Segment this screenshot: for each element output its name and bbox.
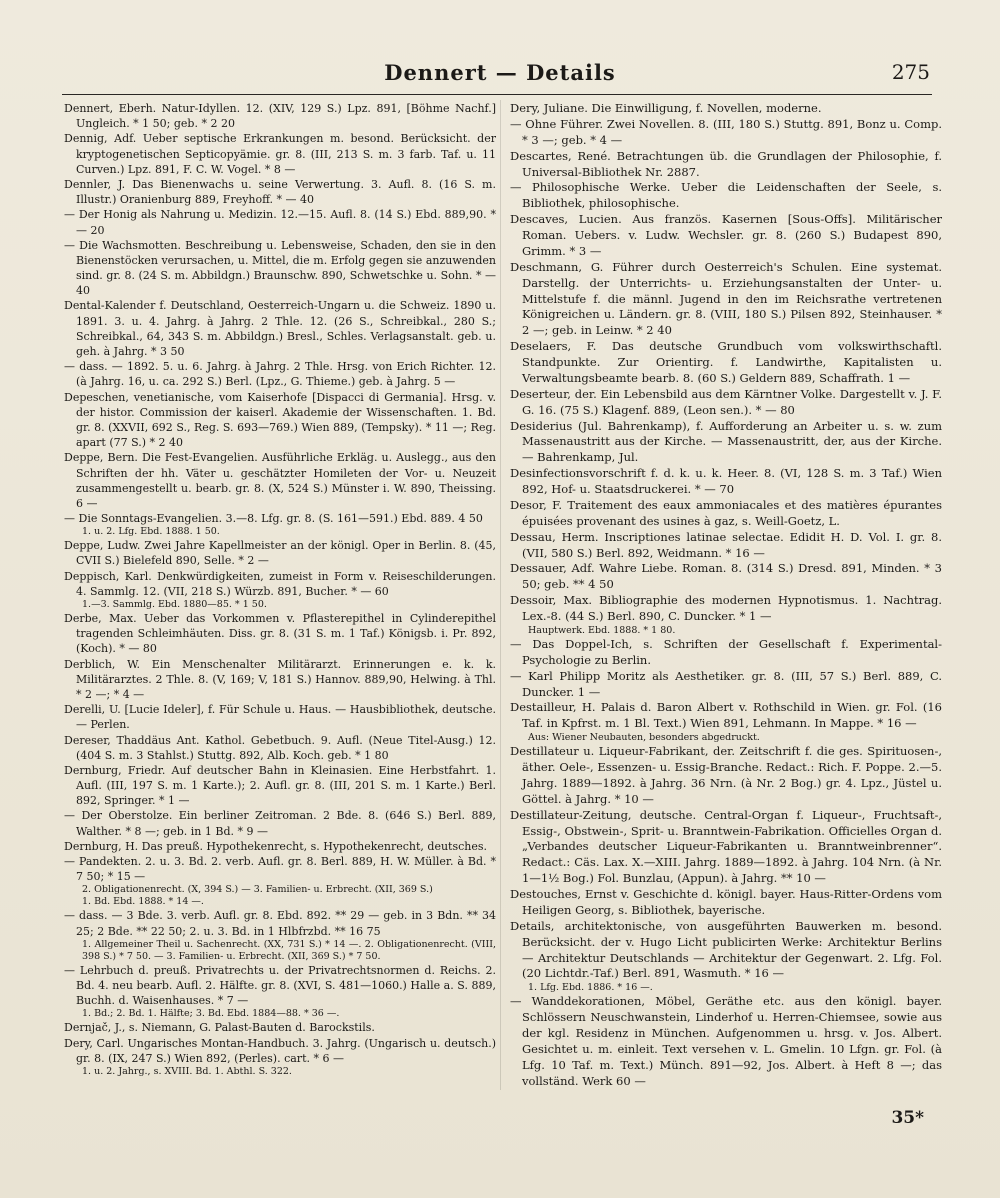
- entry-note: 1. Bd. Ebd. 1888. * 14 —.: [82, 896, 204, 908]
- catalog-entry: Depeschen, venetianische, vom Kaiserhofe [Dispacci di Germania]. Hrsg. v. der histor. Commission der kaiserl. Akademie der Wissenschaften. 1. Bd. gr. 8. (XXVII, 692 S., Reg. S. 693—769.) Wien 889, (Tempsky). * 11 —; Reg. apart (77 S.) * 2 40: [64, 390, 496, 450]
- catalog-entry: Descartes, René. Betrachtungen üb. die Grundlagen der Philosophie, f. Universal-Bibliothek Nr. 2887.: [510, 148, 942, 179]
- catalog-entry: Destillateur u. Liqueur-Fabrikant, der. Zeitschrift f. die ges. Spirituosen-, äther. Oele-, Essenzen- u. Essig-Branche. Redact.: Rich. F. Poppe. 2.—5. Jahrg. 1889—1892. à Jahrg. 36 Nrn. (à Nr. 2 Bog.) gr. 4. Lpz., Jüstel u. Göttel. à Jahrg. * 10 —: [510, 744, 942, 806]
- catalog-entry: — Der Oberstolze. Ein berliner Zeitroman. 2 Bde. 8. (646 S.) Berl. 889, Walther. * 8 —; geb. in 1 Bd. * 9 —: [64, 809, 496, 838]
- entry-note: 1. u. 2. Lfg. Ebd. 1888. 1 50.: [82, 526, 220, 538]
- catalog-entry: Descaves, Lucien. Aus französ. Kasernen [Sous-Offs]. Militärischer Roman. Uebers. v. Ludw. Wechsler. gr. 8. (260 S.) Budapest 890, Grimm. * 3 —: [510, 212, 942, 258]
- catalog-entry: — Lehrbuch d. preuß. Privatrechts u. der Privatrechtsnormen d. Reichs. 2. Bd. 4. neu bearb. Aufl. 2. Hälfte. gr. 8. (XVI, S. 481—1060.) Halle a. S. 889, Buchh. d. Waisenhauses. * 7 —: [64, 963, 496, 1008]
- catalog-entry: Derblich, W. Ein Menschenalter Militärarzt. Erinnerungen e. k. k. Militärarztes. 2 Thle. 8. (V, 169; V, 181 S.) Hannov. 889,90, Helwing. à Thl. * 2 —; * 4 —: [64, 657, 496, 701]
- catalog-entry: — Das Doppel-Ich, s. Schriften der Gesellschaft f. Experimental-Psychologie zu Berlin.: [510, 636, 942, 667]
- catalog-entry: Derbe, Max. Ueber das Vorkommen v. Pflasterepithel in Cylinderepithel tragenden Schleimhäuten. Diss. gr. 8. (31 S. m. 1 Taf.) Königsb. i. Pr. 892, (Koch). * — 80: [64, 612, 496, 656]
- catalog-entry: Destouches, Ernst v. Geschichte d. königl. bayer. Haus-Ritter-Ordens vom Heiligen Georg, s. Bibliothek, bayerische.: [510, 887, 942, 917]
- catalog-entry: Deserteur, der. Ein Lebensbild aus dem Kärntner Volke. Dargestellt v. J. F. G. 16. (75 S.) Klagenf. 889, (Leon sen.). * — 80: [510, 386, 942, 417]
- catalog-entry: — Die Wachsmotten. Beschreibung u. Lebensweise, Schaden, den sie in den Bienenstöcken verursachen, u. Mittel, die m. Erfolg gegen sie anzuwenden sind. gr. 8. (24 S. m. Abbildgn.) Braunschw. 890, Schwetschke u. Sohn. * — 40: [64, 238, 496, 298]
- catalog-entry: — Der Honig als Nahrung u. Medizin. 12.—15. Aufl. 8. (14 S.) Ebd. 889,90. * — 20: [64, 208, 496, 237]
- catalog-entry: Dessauer, Adf. Wahre Liebe. Roman. 8. (314 S.) Dresd. 891, Minden. * 3 50; geb. ** 4 50: [510, 561, 942, 592]
- catalog-entry: — Karl Philipp Moritz als Aesthetiker. gr. 8. (III, 57 S.) Berl. 889, C. Duncker. 1 —: [510, 668, 942, 699]
- entry-note: 1. u. 2. Jahrg., s. XVIII. Bd. 1. Abthl. S. 322.: [82, 1065, 292, 1077]
- catalog-entry: Dessau, Herm. Inscriptiones latinae selectae. Edidit H. D. Vol. I. gr. 8. (VII, 580 S.) Berl. 892, Weidmann. * 16 —: [510, 529, 942, 560]
- catalog-entry: — Ohne Führer. Zwei Novellen. 8. (III, 180 S.) Stuttg. 891, Bonz u. Comp. * 3 —; geb. * 4 —: [510, 116, 942, 147]
- page-header: [0, 60, 1000, 90]
- catalog-entry: — Wanddekorationen, Möbel, Geräthe etc. aus den königl. bayer. Schlössern Neuschwanstein, Linderhof u. Herren-Chiemsee, sowie aus der kgl. Residenz in München. Aufgenommen u. hrsg. v. Jos. Albert. Gesichtet u. m. einleit. Text versehen v. L. Gmelin. 10 Lfgn. gr. Fol. (à Lfg. 10 Taf. m. Text.) Münch. 891—92, Jos. Albert. à Heft 8 —; das vollständ. Werk 60 —: [510, 994, 942, 1088]
- entry-note: 1. Lfg. Ebd. 1886. * 16 —.: [528, 982, 653, 994]
- catalog-entry: Dennert, Eberh. Natur-Idyllen. 12. (XIV, 129 S.) Lpz. 891, [Böhme Nachf.] Ungleich. * 1 50; geb. * 2 20: [64, 102, 496, 131]
- catalog-entry: Dernburg, Friedr. Auf deutscher Bahn in Kleinasien. Eine Herbstfahrt. 1. Aufl. (III, 197 S. m. 1 Karte.); 2. Aufl. gr. 8. (III, 201 S. m. 1 Karte.) Berl. 892, Springer. * 1 —: [64, 763, 496, 808]
- signature-mark: 35*: [891, 1108, 924, 1128]
- catalog-entry: Dernburg, H. Das preuß. Hypothekenrecht, s. Hypothekenrecht, deutsches.: [64, 839, 488, 853]
- catalog-entry: Deselaers, F. Das deutsche Grundbuch vom volkswirthschaftl. Standpunkte. Zur Orientirg. f. Landwirthe, Kapitalisten u. Verwaltungsbeamte bearb. 8. (60 S.) Geldern 889, Schaffrath. 1 —: [510, 339, 942, 385]
- catalog-entry: Desiderius (Jul. Bahrenkamp), f. Aufforderung an Arbeiter u. s. w. zum Massenaustritt aus der Kirche. — Massenaustritt, der, aus der Kirche. — Bahrenkamp, Jul.: [510, 418, 942, 465]
- catalog-entry: Deppe, Bern. Die Fest-Evangelien. Ausführliche Erkläg. u. Auslegg., aus den Schriften der hh. Väter u. geschätzter Homileten der Vor- u. Neuzeit zusammengestellt u. bearb. gr. 8. (X, 524 S.) Münster i. W. 890, Theissing. 6 —: [64, 451, 496, 510]
- catalog-entry: — Philosophische Werke. Ueber die Leidenschaften der Seele, s. Bibliothek, philosophische.: [510, 180, 942, 211]
- right-column: [510, 101, 942, 1090]
- catalog-entry: — Pandekten. 2. u. 3. Bd. 2. verb. Aufl. gr. 8. Berl. 889, H. W. Müller. à Bd. * 7 50; * 15 —: [64, 855, 496, 884]
- entry-note: 1. Allgemeiner Theil u. Sachenrecht. (XX, 731 S.) * 14 —. 2. Obligationenrecht. (VIII, 398 S.) * 7 50. — 3. Familien- u. Erbrecht. (XII, 369 S.) * 7 50.: [82, 938, 496, 962]
- catalog-entry: Deppisch, Karl. Denkwürdigkeiten, zumeist in Form v. Reiseschilderungen. 4. Sammlg. 12. (VII, 218 S.) Würzb. 891, Bucher. * — 60: [64, 569, 496, 598]
- catalog-entry: Details, architektonische, von ausgeführten Bauwerken m. besond. Berücksicht. der v. Hugo Licht publicirten Werke: Architektur Berlins — Architektur Deutschlands — Architektur der Gegenwart. 2. Lfg. Fol. (20 Lichtdr.-Taf.) Berl. 891, Wasmuth. * 16 —: [510, 918, 942, 981]
- entry-note: Aus: Wiener Neubauten, besonders abgedruckt.: [528, 732, 760, 744]
- catalog-entry: Desor, F. Traitement des eaux ammoniacales et des matières épurantes épuisées provenant des usines à gaz, s. Weill-Goetz, L.: [510, 497, 942, 528]
- entry-note: 2. Obligationenrecht. (X, 394 S.) — 3. Familien- u. Erbrecht. (XII, 369 S.): [82, 884, 433, 896]
- entry-note: 1.—3. Sammlg. Ebd. 1880—85. * 1 50.: [82, 599, 267, 610]
- page-number: 275: [891, 60, 930, 84]
- entry-note: 1. Bd.; 2. Bd. 1. Hälfte; 3. Bd. Ebd. 1884—88. * 36 —.: [82, 1008, 340, 1020]
- catalog-entry: Deppe, Ludw. Zwei Jahre Kapellmeister an der königl. Oper in Berlin. 8. (45, CVII S.) Bielefeld 890, Selle. * 2 —: [64, 539, 496, 568]
- catalog-entry: Deschmann, G. Führer durch Oesterreich's Schulen. Eine systemat. Darstellg. der Unterrichts- u. Erziehungsanstalten der Unter- u. Mittelstufe f. die männl. Jugend in den im Reichsrathe vertretenen Königreichen u. Ländern. gr. 8. (VIII, 180 S.) Pilsen 892, Steinhauser. * 2 —; geb. in Leinw. * 2 40: [510, 259, 942, 338]
- entry-note: Hauptwerk. Ebd. 1888. * 1 80.: [528, 624, 676, 636]
- catalog-entry: — Die Sonntags-Evangelien. 3.—8. Lfg. gr. 8. (S. 161—591.) Ebd. 889. 4 50: [64, 512, 483, 526]
- catalog-entry: Dery, Juliane. Die Einwilligung, f. Novellen, moderne.: [510, 101, 822, 115]
- column-divider: [500, 100, 501, 1090]
- catalog-entry: Dennig, Adf. Ueber septische Erkrankungen m. besond. Berücksicht. der kryptogenetischen Septicopyämie. gr. 8. (III, 213 S. m. 3 farb. Taf. u. 11 Curven.) Lpz. 891, F. C. W. Vogel. * 8 —: [64, 132, 496, 176]
- catalog-entry: Dental-Kalender f. Deutschland, Oesterreich-Ungarn u. die Schweiz. 1890 u. 1891. 3. u. 4. Jahrg. à Jahrg. 2 Thle. 12. (26 S., Schreibkal., 280 S.; Schreibkal., 64, 343 S. m. Abbildgn.) Bresl., Schles. Verlagsanstalt. geb. u. geh. à Jahrg. * 3 50: [64, 299, 496, 358]
- catalog-entry: Destailleur, H. Palais d. Baron Albert v. Rothschild in Wien. gr. Fol. (16 Taf. in Kpfrst. m. 1 Bl. Text.) Wien 891, Lehmann. In Mappe. * 16 —: [510, 700, 942, 731]
- running-title: Dennert — Details: [384, 60, 616, 85]
- catalog-entry: Dereser, Thaddäus Ant. Kathol. Gebetbuch. 9. Aufl. (Neue Titel-Ausg.) 12. (404 S. m. 3 Stahlst.) Stuttg. 892, Alb. Koch. geb. * 1 80: [64, 733, 496, 762]
- catalog-entry: — dass. — 3 Bde. 3. verb. Aufl. gr. 8. Ebd. 892. ** 29 — geb. in 3 Bdn. ** 34 25; 2 Bde. ** 22 50; 2. u. 3. Bd. in 1 Hlbfrzbd. ** 16 75: [64, 909, 496, 938]
- catalog-entry: Dennler, J. Das Bienenwachs u. seine Verwertung. 3. Aufl. 8. (16 S. m. Illustr.) Oranienburg 889, Freyhoff. * — 40: [64, 177, 496, 207]
- catalog-entry: Dessoir, Max. Bibliographie des modernen Hypnotismus. 1. Nachtrag. Lex.-8. (44 S.) Berl. 890, C. Duncker. * 1 —: [510, 593, 942, 623]
- catalog-entry: Derelli, U. [Lucie Ideler], f. Für Schule u. Haus. — Hausbibliothek, deutsche. — Perlen.: [64, 703, 496, 732]
- catalog-entry: Destillateur-Zeitung, deutsche. Central-Organ f. Liqueur-, Fruchtsaft-, Essig-, Obstwein-, Sprit- u. Branntwein-Fabrikation. Officielles Organ d. „Verbandes deutscher Liqueur-Fabrikanten u. Branntweinbrenner“. Redact.: Cäs. Lax. X.—XIII. Jahrg. 1889—1892. à Jahrg. 104 Nrn. (à Nr. 1—1½ Bog.) Fol. Bunzlau, (Appun). à Jahrg. ** 10 —: [510, 807, 942, 886]
- catalog-entry: — dass. — 1892. 5. u. 6. Jahrg. à Jahrg. 2 Thle. Hrsg. von Erich Richter. 12. (à Jahrg. 16, u. ca. 292 S.) Berl. (Lpz., G. Thieme.) geb. à Jahrg. 5 —: [64, 360, 496, 389]
- catalog-entry: Desinfectionsvorschrift f. d. k. u. k. Heer. 8. (VI, 128 S. m. 3 Taf.) Wien 892, Hof- u. Staatsdruckerei. * — 70: [510, 466, 942, 496]
- left-column: [64, 101, 496, 1078]
- header-rule: [62, 94, 932, 95]
- catalog-entry: Dery, Carl. Ungarisches Montan-Handbuch. 3. Jahrg. (Ungarisch u. deutsch.) gr. 8. (IX, 247 S.) Wien 892, (Perles). cart. * 6 —: [64, 1036, 496, 1065]
- catalog-entry: Dernjač, J., s. Niemann, G. Palast-Bauten d. Barockstils.: [64, 1021, 375, 1035]
